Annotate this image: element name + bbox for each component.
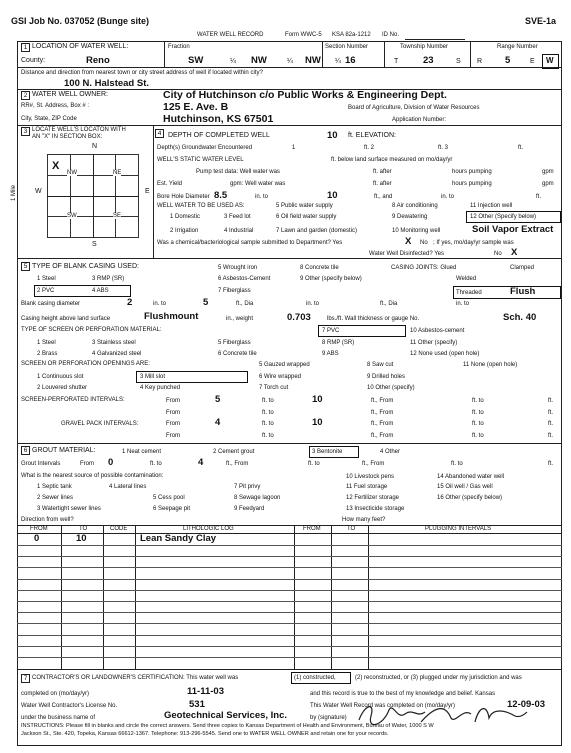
opening-1: 1 Continuous slot [37, 374, 84, 380]
depth-label: DEPTH OF COMPLETED WELL [168, 132, 270, 139]
gravel-from-1: From [166, 421, 180, 427]
gravel-label: GRAVEL PACK INTERVALS: [61, 421, 139, 427]
contamination-label: What is the nearest source of possible contamination: [21, 473, 164, 479]
joint-flush: Flush [510, 286, 536, 297]
log-row-from: 0 [34, 533, 40, 544]
joint-threaded: Threaded [456, 290, 482, 296]
log-row-line [17, 590, 562, 591]
log-lithologic-header: LITHOLOGIC LOG [183, 526, 234, 532]
well-location-mark: X [52, 160, 60, 172]
fraction-3: NW [305, 55, 321, 66]
certification-label: CONTRACTOR'S OR LANDOWNER'S CERTIFICATION: This water well was [32, 675, 239, 681]
disinfected-no: No [494, 251, 502, 257]
log-from-header: FROM [30, 526, 48, 532]
diameter-in-to: in. to [153, 301, 167, 307]
perf-from-2: From [166, 410, 180, 416]
contam-7: 7 Pit privy [234, 484, 261, 490]
log-to-header: TO [79, 526, 88, 532]
contam-9: 9 Feedyard [234, 506, 265, 512]
weight-value: 0.703 [287, 312, 311, 323]
opening-3: 3 Mill slot [140, 374, 166, 380]
screen-10: 10 Asbestos-cement [410, 328, 465, 334]
township-label: Township Number [400, 44, 449, 50]
use-8: 8 Air conditioning [392, 203, 438, 209]
county-label: County: [21, 57, 46, 64]
opening-10: 10 Other (specify) [367, 385, 415, 391]
compass-e: E [145, 188, 150, 195]
casing-9: 9 Other (specify below) [300, 276, 362, 282]
range-label: Range Number [497, 44, 538, 50]
screen-1: 1 Steel [37, 340, 56, 346]
quarter-2: ¼ [287, 58, 293, 65]
joint-clamped: Clamped [510, 265, 535, 271]
form-title: WATER WELL RECORD [197, 32, 264, 38]
instructions-line-1: INSTRUCTIONS: Please fill in blanks and circle the correct answers. Send three copies to Kansas Department of Health and Environment, Bureau of Water, 1000 S W [21, 723, 434, 729]
application-label: Application Number: [392, 117, 447, 123]
owner-value: City of Hutchinson c/o Public Works & Engineering Dept. [163, 89, 447, 101]
township-value: 23 [423, 55, 434, 66]
openings-label: SCREEN OR PERFORATION OPENINGS ARE: [21, 361, 150, 367]
screen-12: 12 None used (open hole) [410, 351, 480, 357]
contam-6: 6 Seepage pit [153, 506, 191, 512]
business-label: under the business name of [21, 715, 96, 721]
casing-7: 7 Fiberglass [218, 288, 251, 294]
use-4: 4 Industrial [224, 228, 254, 234]
screen-9: 9 ABS [322, 351, 339, 357]
bore-label: Bore Hole Diameter [157, 194, 210, 200]
bore-ft-and: ft., and [374, 194, 393, 200]
use-label: WELL WATER TO BE USED AS: [157, 203, 245, 209]
job-number: GSI Job No. 037052 (Bunge site) [11, 16, 150, 26]
log-row-line [17, 556, 562, 557]
fraction-2: NW [251, 55, 267, 66]
grout-ft-from: ft., From [226, 461, 249, 467]
board-label: Board of Agriculture, Division of Water Resources [348, 105, 480, 111]
grout-intervals-label: Grout Intervals [21, 461, 61, 467]
grout-ft-from-2: ft., From [362, 461, 385, 467]
compass-w: W [35, 188, 42, 195]
opening-7: 7 Torch cut [259, 385, 289, 391]
section-number-value: 16 [345, 55, 356, 66]
opening-5: 5 Gauzed wrapped [259, 362, 310, 368]
screen-7: 7 PVC [322, 328, 340, 334]
street-label: RR#, St. Address, Box # : [21, 103, 90, 109]
joints-label: CASING JOINTS: Glued [391, 265, 457, 271]
form-frame [17, 41, 562, 746]
casing-6: 6 Asbestos-Cement [218, 276, 271, 282]
gravel-ft-to-4: ft. to [472, 433, 484, 439]
perf-ft-to-2: ft. to [472, 398, 484, 404]
height-label: Casing height above land surface [21, 316, 111, 322]
quadrant-nw: NW [67, 170, 77, 176]
grout-ft-to-1: ft. to [150, 461, 162, 467]
pump-ft-after: ft. after [373, 169, 392, 175]
how-many-feet-label: How many feet? [342, 517, 386, 523]
section-4-number: 4 [155, 129, 164, 138]
diameter-value: 2 [127, 297, 133, 308]
contam-16: 16 Other (specify below) [437, 495, 503, 501]
opening-2: 2 Louvered shutter [37, 385, 88, 391]
gravel-from-value: 4 [215, 417, 221, 428]
range-w: W [546, 56, 554, 65]
chem-x-mark: X [405, 236, 412, 247]
form-id: SVE-1a [525, 16, 557, 26]
casing-3: 3 RMP (SR) [92, 276, 125, 282]
groundwater-label: Depth(s) Groundwater Encountered [157, 145, 253, 151]
owner-label: WATER WELL OWNER: [32, 91, 108, 98]
quadrant-sw: SW [67, 213, 77, 219]
section-6-number: 6 [21, 446, 30, 455]
gravel-ft-from: ft., From [371, 421, 394, 427]
log-row-line [17, 545, 562, 546]
contam-13: 13 Insecticide storage [346, 506, 405, 512]
range-e: E [530, 58, 535, 65]
contam-8: 8 Sewage lagoon [234, 495, 281, 501]
opening-11: 11 None (open hole) [463, 362, 518, 368]
grout-2: 2 Cement grout [213, 449, 255, 455]
joint-welded: Welded [456, 276, 477, 282]
constructed-option: (1) constructed, [294, 675, 336, 681]
quarter-3: ¼ [335, 58, 341, 65]
gw-1: 1 [292, 145, 296, 151]
log-code-header: CODE [110, 526, 128, 532]
gw-ft3: ft. 3 [438, 145, 449, 151]
locate-label-2: AN "X" IN SECTION BOX: [32, 134, 103, 140]
section-7-number: 7 [21, 674, 30, 683]
est-ft-after: ft. after [373, 181, 392, 187]
use-6: 6 Oil field water supply [276, 214, 337, 220]
perf-ft: ft. [548, 398, 554, 404]
gravel-ft: ft. [548, 421, 554, 427]
grout-to-value: 4 [198, 457, 204, 468]
section-3-number: 3 [21, 127, 30, 136]
perf-ft-2: ft. [548, 410, 554, 416]
height-value: Flushmount [144, 311, 199, 322]
locate-label-1: LOCATE WELL'S LOCATON WITH [32, 127, 126, 133]
section-5-number: 5 [21, 262, 30, 271]
license-number: 531 [189, 699, 205, 710]
diameter-to-value: 5 [203, 297, 209, 308]
id-no-label: ID No. [382, 32, 400, 38]
diameter-ft-dia-1: ft., Dia [236, 301, 254, 307]
signature-label: by (signature) [310, 715, 347, 721]
location-label: LOCATION OF WATER WELL: [32, 43, 129, 50]
use-9: 9 Dewatering [392, 214, 428, 220]
chem-label: Was a chemical/bacteriological sample submitted to Department? Yes [157, 240, 343, 246]
range-r: R [477, 58, 483, 65]
grout-1: 1 Neat cement [122, 449, 162, 455]
quadrant-se: SE [113, 213, 122, 219]
static-label: WELL'S STATIC WATER LEVEL [157, 157, 244, 163]
grout-ft: ft. [548, 461, 554, 467]
casing-label: TYPE OF BLANK CASING USED: [32, 263, 139, 270]
diameter-label: Blank casing diameter [21, 301, 81, 307]
casing-5: 5 Wrought iron [218, 265, 258, 271]
grout-4: 4 Other [380, 449, 401, 455]
bore-to-value: 10 [327, 190, 338, 201]
perf-to-value: 10 [312, 394, 323, 405]
opening-6: 6 Wire wrapped [259, 374, 302, 380]
fraction-label: Fraction [168, 44, 190, 50]
use-7: 7 Lawn and garden (domestic) [276, 228, 358, 234]
casing-2: 2 PVC [37, 288, 55, 294]
gravel-from-2: From [166, 433, 180, 439]
casing-1: 1 Steel [37, 276, 56, 282]
gw-ft2: ft. 2 [364, 145, 375, 151]
use-10: 10 Monitoring well [392, 228, 441, 234]
direction-label: Direction from well? [21, 517, 74, 523]
screen-4: 4 Galvanized steel [92, 351, 142, 357]
compass-s: S [92, 241, 97, 248]
fraction-1: SW [188, 55, 204, 66]
record-completed-label: This Water Well Record was completed on (mo/day/yr) [310, 703, 456, 709]
contam-1: 1 Septic tank [37, 484, 72, 490]
est-hours: hours pumping [452, 181, 492, 187]
perforated-label: SCREEN-PERFORATED INTERVALS: [21, 397, 125, 403]
record-completed-date: 12-09-03 [507, 699, 546, 710]
distance-label: Distance and direction from nearest town or city street address of well if located within city? [21, 70, 263, 76]
form-number: Form WWC-5 [285, 32, 322, 38]
perf-ft-from-2: ft., From [371, 410, 394, 416]
license-label: Water Well Contractor's License No. [21, 703, 118, 709]
city-value: Hutchinson, KS 67501 [163, 113, 274, 125]
contam-15: 15 Oil well / Gas well [437, 484, 493, 490]
screen-6: 6 Concrete tile [218, 351, 257, 357]
gravel-ft-from-2: ft., From [371, 433, 394, 439]
diameter-in-to-2: in. to [306, 301, 320, 307]
log-row-line [17, 623, 562, 624]
contam-2: 2 Sewer lines [37, 495, 74, 501]
screen-label: TYPE OF SCREEN OR PERFORATION MATERIAL: [21, 327, 162, 333]
screen-3: 3 Stainless steel [92, 340, 136, 346]
screen-5: 5 Fiberglass [218, 340, 251, 346]
gravel-ft-to-1: ft. to [262, 421, 274, 427]
log-row-to: 10 [76, 533, 87, 544]
log-row-line [17, 635, 562, 636]
gravel-ft-to-2: ft. to [472, 421, 484, 427]
diameter-ft-dia-2: ft., Dia [380, 301, 398, 307]
use-2: 2 Irrigation [170, 228, 199, 234]
pump-test-label: Pump test data: Well water was [196, 169, 280, 175]
use-5: 5 Public water supply [276, 203, 333, 209]
street-value: 125 E. Ave. B [163, 101, 229, 113]
section-number-label: Section Number [325, 44, 369, 50]
perf-from-value: 5 [215, 394, 221, 405]
contam-11: 11 Fuel storage [346, 484, 388, 490]
instructions-line-2: Jackson St., Ste. 420, Topeka, Kansas 66612-1367. Telephone: 913-296-5545. Send one to WATER WELL OWNER and retain one for your records. [21, 731, 389, 737]
weight-label: in., weight [226, 316, 254, 322]
ksa-ref: KSA 82a-1212 [332, 32, 371, 38]
use-12: 12 Other (Specify below) [470, 214, 537, 220]
business-name: Geotechnical Services, Inc. [164, 710, 288, 721]
grout-from-value: 0 [108, 457, 114, 468]
log-to2-header: TO [347, 526, 356, 532]
bore-value: 8.5 [214, 190, 228, 201]
contam-10: 10 Livestock pens [346, 474, 395, 480]
contam-14: 14 Abandoned water well [437, 474, 505, 480]
contam-3: 3 Watertight sewer lines [37, 506, 101, 512]
township-s: S [456, 58, 461, 65]
perf-ft-to-3: ft. to [262, 410, 274, 416]
log-row-line [17, 579, 562, 580]
pump-gpm: gpm [542, 169, 554, 175]
grout-ft-to-2: ft. to [308, 461, 320, 467]
log-row-lithology: Lean Sandy Clay [140, 533, 217, 544]
perf-ft-to-1: ft. to [262, 398, 274, 404]
range-value: 5 [505, 55, 511, 66]
use-1: 1 Domestic [170, 214, 201, 220]
certification-options: (2) reconstructed, or (3) plugged under my jurisdiction and was [355, 675, 522, 681]
elevation-label: ft. ELEVATION: [348, 132, 396, 139]
county-value: Reno [86, 55, 110, 66]
perf-ft-to-4: ft. to [472, 410, 484, 416]
log-row-line [17, 646, 562, 647]
grout-label: GROUT MATERIAL: [32, 447, 96, 454]
contam-5: 5 Cess pool [153, 495, 185, 501]
casing-8: 8 Concrete tile [300, 265, 339, 271]
diameter-in-to-3: in. to [456, 301, 470, 307]
true-record-label: and this record is true to the best of my knowledge and belief. Kansas [310, 691, 496, 697]
opening-8: 8 Saw cut [367, 362, 394, 368]
est-gpm: gpm [542, 181, 554, 187]
completed-date: 11-11-03 [187, 686, 224, 697]
mile-label: 1 Mile [11, 184, 18, 202]
bore-in-to: in. to [255, 194, 269, 200]
quarter-1: ¼ [230, 58, 236, 65]
screen-11: 11 Other (specify) [410, 340, 458, 346]
address-value: 100 N. Halstead St. [64, 78, 150, 89]
disinfected-x-mark: X [511, 247, 518, 258]
gravel-ft-2: ft. [548, 433, 554, 439]
casing-4: 4 ABS [92, 288, 109, 294]
use-11: 11 Injection well [470, 203, 513, 209]
static-suffix: ft. below land surface measured on mo/day/yr [331, 157, 453, 163]
chem-no: No [420, 240, 428, 246]
perf-ft-from: ft., From [371, 398, 394, 404]
grout-3: 3 Bentonite [312, 449, 343, 455]
disinfected-label: Water Well Disinfected? Yes [369, 251, 445, 257]
gauge-label: lbs./ft. Wall thickness or gauge No. [327, 316, 420, 322]
perf-from-1: From [166, 398, 180, 404]
contam-12: 12 Fertilizer storage [346, 495, 400, 501]
depth-value: 10 [327, 130, 338, 141]
bore-in-to-2: in. to [441, 194, 455, 200]
grout-ft-to-3: ft. to [451, 461, 463, 467]
use-other-value: Soil Vapor Extract [472, 224, 554, 235]
gravel-to-value: 10 [312, 417, 323, 428]
use-3: 3 Feed lot [224, 214, 251, 220]
pump-hours: hours pumping [452, 169, 492, 175]
log-row-line [17, 612, 562, 613]
city-label: City, State, ZIP Code [21, 116, 77, 122]
screen-2: 2 Brass [37, 351, 58, 357]
completed-label: completed on (mo/day/yr) [21, 691, 90, 697]
gravel-ft-to-3: ft. to [262, 433, 274, 439]
screen-8: 8 RMP (SR) [322, 340, 355, 346]
quadrant-ne: NE [113, 170, 122, 176]
chem-suffix: ; If yes, mo/day/yr sample was [433, 240, 514, 246]
section-1-number: 1 [21, 43, 30, 52]
section-2-number: 2 [21, 91, 30, 100]
gw-ft: ft. [518, 145, 524, 151]
log-row-line [17, 657, 562, 658]
grout-from-1: From [80, 461, 94, 467]
bore-ft: ft. [536, 194, 542, 200]
log-from2-header: FROM [303, 526, 321, 532]
opening-9: 9 Drilled holes [367, 374, 406, 380]
township-t: T [394, 58, 399, 65]
contam-4: 4 Lateral lines [109, 484, 147, 490]
gauge-value: Sch. 40 [503, 312, 537, 323]
log-plugging-header: PLUGGING INTERVALS [425, 526, 492, 532]
est-yield-label: Est. Yield [157, 181, 183, 187]
compass-n: N [92, 143, 98, 150]
est-gpm-label: gpm: Well water was [230, 181, 286, 187]
log-row-line [17, 601, 562, 602]
opening-4: 4 Key punched [140, 385, 181, 391]
log-row-line [17, 567, 562, 568]
